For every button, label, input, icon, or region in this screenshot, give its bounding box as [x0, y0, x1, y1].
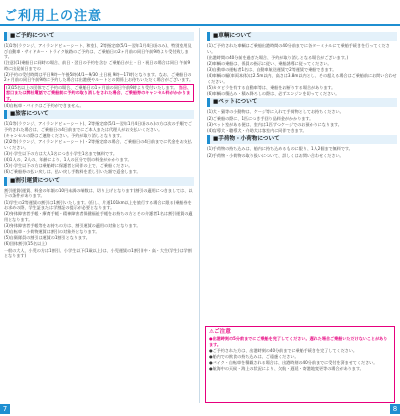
column-divider: [199, 28, 200, 403]
page-number-left: 7: [0, 404, 10, 414]
paragraph: (1)犬・猫等の小動物は、ケージ等に入れて手荷物としてお持ちください。: [207, 109, 344, 115]
paragraph: (1)1等(ラウンジ、アイランドビューシート)、2等指定席(5/1〜翌年1月4日頃のみ)の方は次の手順でご予約された場合は、ご乗船日の4日前までにご本人または代理人がお支払いください。: [4, 121, 192, 132]
caution-item: ●航海中の天候・海上の状況により、欠航・遅延・寄港地変更等の場合があります。: [209, 366, 364, 372]
paragraph: (6)車輌の積込み・積み降ろしの際は、必ずエンジンを切ってください。: [207, 90, 340, 96]
paragraph: (6)団体割引(15名以上): [4, 241, 47, 247]
left-column: [4, 30, 194, 259]
paragraph: [207, 43, 397, 54]
caution-box: [205, 326, 395, 403]
paragraph: (2)予約の受付時間は平日9時〜午後5時(4/1〜9/30 土日祝 9時〜17時)となります。なお、ご乗船日の2ヶ月前の同日午前9時に予約した場合は出港便やルートとの関係上お待ちいただく場合がございます。: [4, 71, 194, 83]
paragraph-text: (1)ご予約された車輌はご乗船出港時間の40分前までに各ターミナルにて乗船手続きを行ってください。: [207, 43, 390, 54]
paragraph: (5)カタピラを有する自動車等は、乗船をお断りする場合があります。: [207, 84, 336, 90]
paragraph: (注意)(1)乗船日に同時の場合、前日・翌日の予約を含む ご乗船日が土・日・祝日の場合は同日 午前9時に出発前日までの: [4, 60, 191, 71]
paragraph: (4)自転車・バイクはご予約ができません。: [4, 102, 84, 108]
caution-item: ●バイク・自転車を積載される場合は、出港時刻の40分前までに受付を済ませてください。: [209, 359, 378, 365]
page-number-right: 8: [390, 404, 400, 414]
highlight-text: 当日、窓口または弊社電話でご乗船前に予約の取り消しをされた場合、ご乗船券のキャンセル料がかかります。: [6, 84, 192, 101]
paragraph: (3)身体障害者手帳等をお持ちの方は、割引運賃の適用の対象となります。: [4, 222, 141, 228]
paragraph: (3)自動車の運転者1名は、自動車航送運賃で2等運賃で乗船できます。: [207, 66, 337, 72]
section-heading-reservation: ■ご予約について: [4, 32, 194, 41]
paragraph: (3)ペット室がある便は、室内は1匹ずつケージでのお預かりになります。: [207, 121, 342, 127]
paragraph: (2)2等(ラウンジ、アイランドビューシート)・2等指定席の場合、ご乗船日の4日前までに代金をお支払いください。: [4, 139, 192, 150]
section-heading-passenger: ■旅客について: [4, 110, 194, 119]
paragraph: (3)15名以上の団体でご予約の場合、ご乗船日の1ヶ月前の同日午前9時より受付いたします。: [6, 84, 178, 90]
paragraph: (2)手荷物・小荷物の取り扱いについて、詳しくはお問い合わせください。: [207, 152, 344, 158]
paragraph: (2)車輌の乗船は、係員の指示に従い、乗船誘導に従ってください。: [207, 60, 332, 66]
section-heading-pet: ■ペットについて: [207, 98, 397, 107]
highlight-box: [4, 84, 194, 103]
paragraph: (1)学生の2等運賃の割引は1割引いたします。(但し、片道101km以上を旅行する場合に限る)乗船券をお求めの際、学生証または学割証の提示が必要となります。: [4, 199, 192, 211]
paragraph: (1)1等(ラウンジ、アイランドビューシート、和室)、2等指定席(5/1〜翌年1月4日頃のみ)、特別室用及び自動車・サイドカー・トライク航路のご予約は、ご乗船日の2ヶ月前の同日午前9時より受付致します。: [4, 43, 192, 60]
paragraph: (出港時間の40分前を過ぎた場合、予約が取り消しとなる場合がございます。): [207, 54, 349, 60]
paragraph: (3)小学生以下の方は大人1名につき小学生1名まで無料です。: [4, 150, 117, 156]
caution-heading: ⚠ご注意: [209, 329, 231, 335]
title-underline: [0, 24, 400, 26]
paragraph: (6)ご乗船券の払い戻しは、払い戻し手数料を差し引いた額で返金します。: [4, 169, 141, 175]
paragraph: (5)自衛隊員の割引は運賃の1割引となります。: [4, 235, 90, 241]
paragraph: (5)小学生以下の方は乗船時に保護者と同伴の上で、ご乗船ください。: [4, 163, 133, 169]
paragraph: (4)1人の、2人の、年齢により、1人の区分で別の料金がかかります。: [4, 157, 132, 163]
paragraph: (2)ご乗船の際に、1匹につき手回り品料金がかかります。: [207, 115, 314, 121]
page-title: ご利用上の注意: [4, 9, 103, 24]
paragraph: (1)手荷物の持ち込みは、船内に持ち込めるものに限り、1人2個まで無料です。: [207, 146, 353, 152]
paragraph: 割引運賃(運賃、料金の年額の10円未満の端数は、切り上げとなります)割引の適用につきましては、以下の条件があります。: [4, 187, 193, 199]
paragraph: (4)盲導犬・聴導犬・介助犬は客室内に同伴できます。: [207, 127, 307, 133]
section-heading-vehicle: ■車輌について: [207, 32, 397, 41]
section-heading-discount: ■割引運賃について: [4, 177, 194, 186]
section-heading-baggage: ■手荷物・小荷物について: [207, 135, 397, 144]
paragraph: (4)車輌の幅(車両本体)は2.5m以内、高さは3.8m以内とし、その超える場合はご乗船前にお問い合わせください。: [207, 73, 397, 84]
paragraph: (4)自転車・小荷物運賃は割引の対象外となります。: [4, 229, 100, 235]
paragraph: (2)身体障害者手帳・療育手帳・精神障害者保健福祉手帳をお持ちの方とその介護者1名は割引運賃の適用となります。: [4, 211, 193, 222]
caution-item: ●出港時刻の5分前までにご乗船を完了してください。遅れた場合ご乗船いただけないことがあります。: [209, 336, 388, 347]
caution-item: ●船内での飲食の持ち込みは、ご遠慮ください。: [209, 353, 299, 359]
caution-item: ●ご予約された方は、出港時刻の40分前までに乗船手続きを完了してください。: [209, 347, 357, 353]
paragraph: 一般の大人、小児の方は1割引、小学生以下(1歳以上)は、小児運賃の1割引(中・高・大生(学生)は学割となります): [4, 247, 192, 259]
right-column: [207, 30, 397, 159]
paragraph: (キャンセルの際はご連絡ください。予約が取り消しとなります。: [4, 133, 124, 139]
